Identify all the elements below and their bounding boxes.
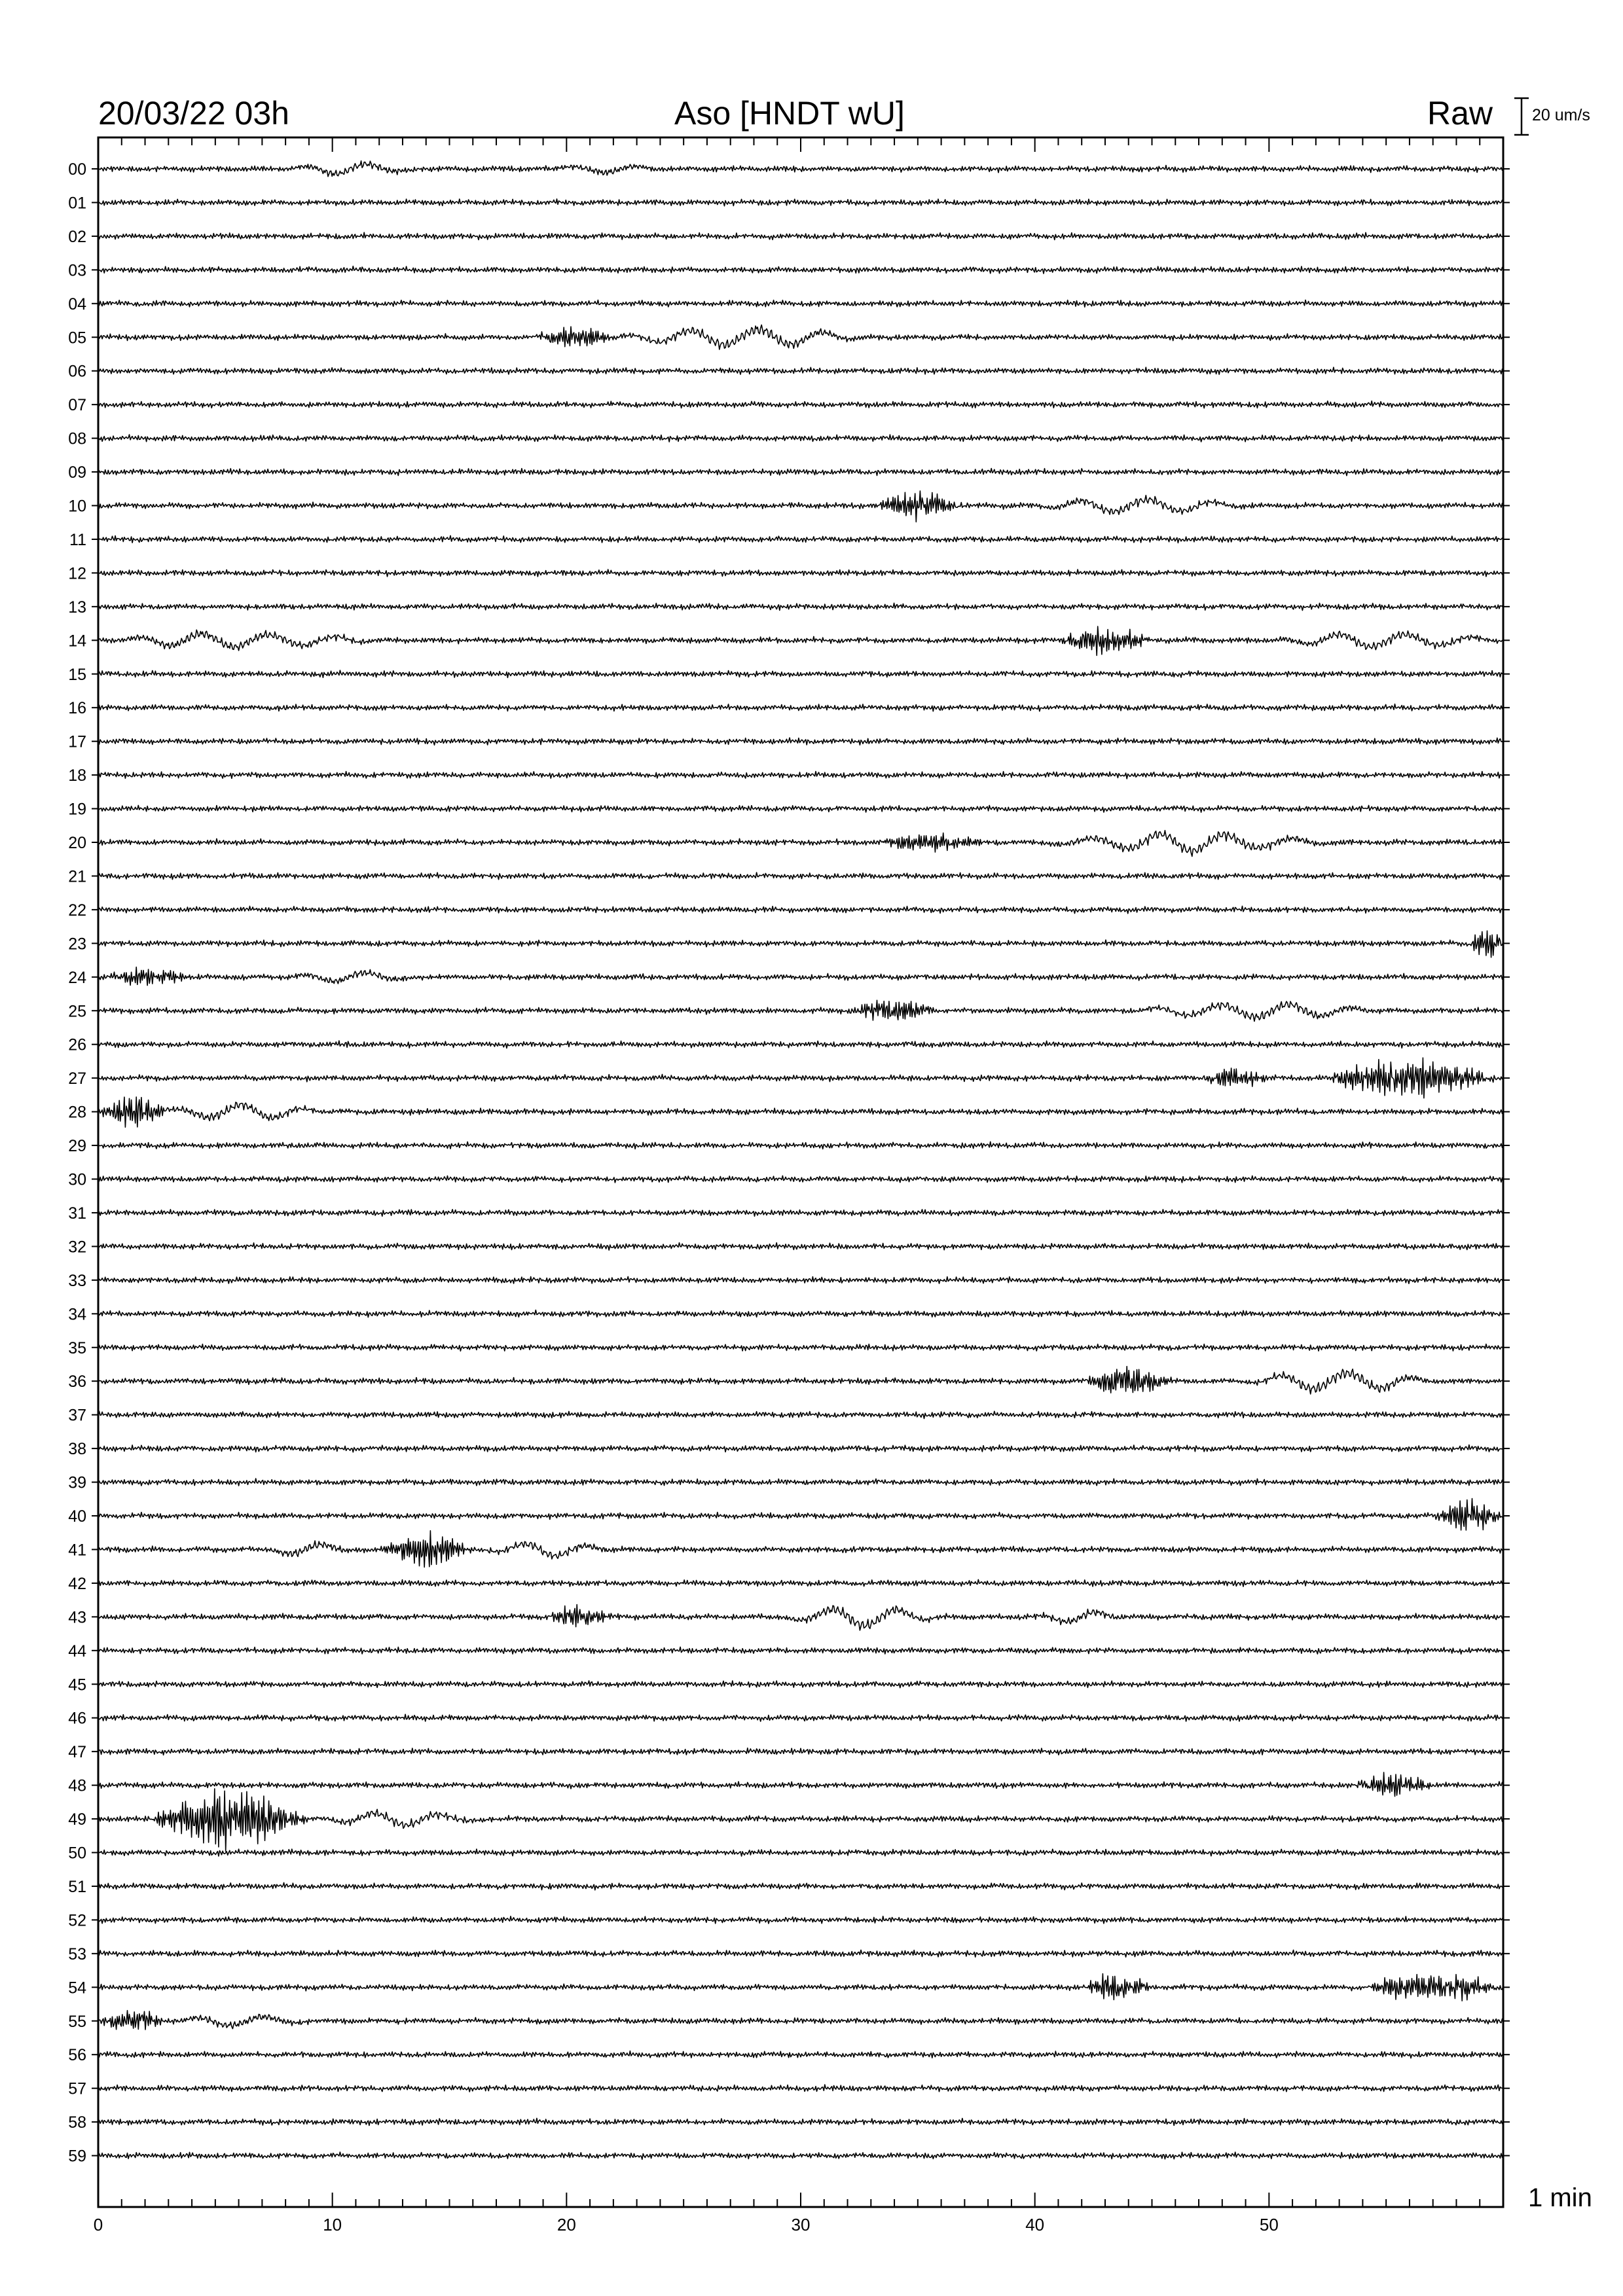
trace-row-31 xyxy=(98,1210,1503,1216)
row-label: 27 xyxy=(68,1069,86,1088)
row-label: 07 xyxy=(68,396,86,415)
row-label: 16 xyxy=(68,699,86,718)
row-label: 26 xyxy=(68,1035,86,1054)
trace-row-15 xyxy=(98,670,1503,677)
trace-row-00 xyxy=(98,161,1503,177)
x-unit-label: 1 min xyxy=(1528,2183,1592,2212)
trace-row-59 xyxy=(98,2152,1503,2159)
x-tick-label: 20 xyxy=(556,2215,576,2234)
row-label: 09 xyxy=(68,463,86,482)
row-label: 08 xyxy=(68,429,86,448)
row-label: 14 xyxy=(68,632,86,651)
trace-row-46 xyxy=(98,1714,1503,1721)
trace-row-52 xyxy=(98,1916,1503,1924)
row-label: 19 xyxy=(68,800,86,819)
trace-row-24 xyxy=(98,967,1503,986)
trace-row-13 xyxy=(98,603,1503,610)
trace-row-50 xyxy=(98,1849,1503,1856)
x-tick-label: 10 xyxy=(323,2215,342,2234)
trace-row-07 xyxy=(98,401,1503,408)
row-label: 15 xyxy=(68,665,86,684)
row-label: 57 xyxy=(68,2079,86,2098)
row-label: 39 xyxy=(68,1473,86,1492)
trace-row-01 xyxy=(98,199,1503,206)
trace-row-17 xyxy=(98,738,1503,745)
trace-row-04 xyxy=(98,300,1503,307)
row-label: 40 xyxy=(68,1507,86,1526)
x-tick-label: 50 xyxy=(1259,2215,1279,2234)
row-label: 30 xyxy=(68,1170,86,1189)
trace-row-56 xyxy=(98,2051,1503,2058)
trace-row-38 xyxy=(98,1445,1503,1452)
axis-ticks xyxy=(92,137,1510,2207)
row-label: 54 xyxy=(68,1979,86,1998)
row-label: 12 xyxy=(68,564,86,583)
row-label: 46 xyxy=(68,1709,86,1728)
row-label: 50 xyxy=(68,1844,86,1863)
trace-row-14 xyxy=(98,626,1503,655)
row-label: 34 xyxy=(68,1305,86,1324)
trace-row-48 xyxy=(98,1772,1503,1797)
row-label: 42 xyxy=(68,1574,86,1593)
trace-row-05 xyxy=(98,325,1503,350)
date-label: 20/03/22 03h xyxy=(98,95,289,132)
trace-row-30 xyxy=(98,1175,1503,1183)
trace-row-32 xyxy=(98,1243,1503,1250)
trace-row-06 xyxy=(98,367,1503,374)
row-label: 49 xyxy=(68,1810,86,1829)
row-label: 21 xyxy=(68,867,86,886)
trace-row-08 xyxy=(98,435,1503,442)
trace-row-20 xyxy=(98,831,1503,857)
station-title: Aso [HNDT wU] xyxy=(674,95,905,132)
row-label: 47 xyxy=(68,1743,86,1762)
trace-row-40 xyxy=(98,1499,1503,1530)
trace-row-29 xyxy=(98,1141,1503,1149)
trace-row-42 xyxy=(98,1579,1503,1587)
trace-row-39 xyxy=(98,1479,1503,1486)
trace-row-28 xyxy=(98,1097,1503,1127)
trace-row-36 xyxy=(98,1367,1503,1394)
row-label: 29 xyxy=(68,1137,86,1156)
trace-row-11 xyxy=(98,535,1503,543)
trace-row-26 xyxy=(98,1041,1503,1048)
trace-row-34 xyxy=(98,1310,1503,1318)
row-label: 23 xyxy=(68,935,86,954)
trace-row-25 xyxy=(98,1000,1503,1021)
row-label: 43 xyxy=(68,1608,86,1627)
row-label: 04 xyxy=(68,295,86,314)
trace-row-03 xyxy=(98,266,1503,274)
trace-row-12 xyxy=(98,569,1503,577)
x-tick-label: 40 xyxy=(1025,2215,1045,2234)
trace-row-22 xyxy=(98,906,1503,913)
row-label: 58 xyxy=(68,2113,86,2132)
trace-row-33 xyxy=(98,1277,1503,1284)
trace-row-21 xyxy=(98,872,1503,880)
row-label: 20 xyxy=(68,834,86,852)
row-label: 45 xyxy=(68,1676,86,1695)
trace-row-44 xyxy=(98,1647,1503,1654)
scale-label: 20 um/s xyxy=(1532,106,1590,124)
trace-row-58 xyxy=(98,2118,1503,2125)
mode-label: Raw xyxy=(1427,95,1493,132)
row-label: 52 xyxy=(68,1911,86,1930)
plot-frame xyxy=(98,137,1503,2207)
trace-row-47 xyxy=(98,1748,1503,1755)
row-labels xyxy=(68,160,86,2166)
row-label: 36 xyxy=(68,1372,86,1391)
trace-row-16 xyxy=(98,704,1503,711)
trace-row-19 xyxy=(98,806,1503,813)
row-label: 56 xyxy=(68,2046,86,2065)
trace-row-41 xyxy=(98,1531,1503,1568)
row-label: 55 xyxy=(68,2012,86,2031)
trace-row-57 xyxy=(98,2085,1503,2092)
row-label: 37 xyxy=(68,1406,86,1425)
row-label: 03 xyxy=(68,261,86,280)
traces xyxy=(98,161,1503,2159)
row-label: 35 xyxy=(68,1338,86,1357)
row-label: 28 xyxy=(68,1103,86,1122)
row-label: 06 xyxy=(68,362,86,381)
trace-row-18 xyxy=(98,772,1503,779)
row-label: 02 xyxy=(68,227,86,246)
row-label: 33 xyxy=(68,1271,86,1290)
x-tick-label: 0 xyxy=(93,2215,103,2234)
row-label: 17 xyxy=(68,732,86,751)
trace-row-37 xyxy=(98,1411,1503,1418)
row-label: 10 xyxy=(68,497,86,516)
trace-row-02 xyxy=(98,232,1503,240)
row-label: 48 xyxy=(68,1776,86,1795)
row-label: 51 xyxy=(68,1877,86,1896)
row-label: 59 xyxy=(68,2147,86,2166)
row-label: 41 xyxy=(68,1541,86,1560)
trace-row-54 xyxy=(98,1974,1503,2001)
row-label: 13 xyxy=(68,598,86,617)
trace-row-23 xyxy=(98,931,1503,958)
trace-row-49 xyxy=(98,1789,1503,1852)
row-label: 44 xyxy=(68,1641,86,1660)
row-label: 38 xyxy=(68,1440,86,1459)
row-label: 00 xyxy=(68,160,86,179)
row-label: 22 xyxy=(68,901,86,920)
trace-row-09 xyxy=(98,469,1503,476)
trace-row-35 xyxy=(98,1344,1503,1352)
row-label: 18 xyxy=(68,766,86,785)
row-label: 01 xyxy=(68,194,86,213)
row-label: 05 xyxy=(68,329,86,348)
trace-row-55 xyxy=(98,2011,1503,2030)
trace-row-27 xyxy=(98,1058,1503,1098)
scale-bar xyxy=(1514,98,1529,135)
trace-row-53 xyxy=(98,1950,1503,1957)
row-label: 25 xyxy=(68,1002,86,1021)
row-label: 24 xyxy=(68,968,86,987)
row-label: 53 xyxy=(68,1945,86,1964)
row-label: 32 xyxy=(68,1238,86,1257)
trace-row-10 xyxy=(98,491,1503,522)
trace-row-45 xyxy=(98,1681,1503,1688)
row-label: 31 xyxy=(68,1204,86,1223)
x-tick-label: 30 xyxy=(791,2215,811,2234)
x-tick-labels xyxy=(94,2215,1279,2234)
row-label: 11 xyxy=(69,530,86,549)
trace-row-43 xyxy=(98,1605,1503,1630)
trace-row-51 xyxy=(98,1883,1503,1890)
